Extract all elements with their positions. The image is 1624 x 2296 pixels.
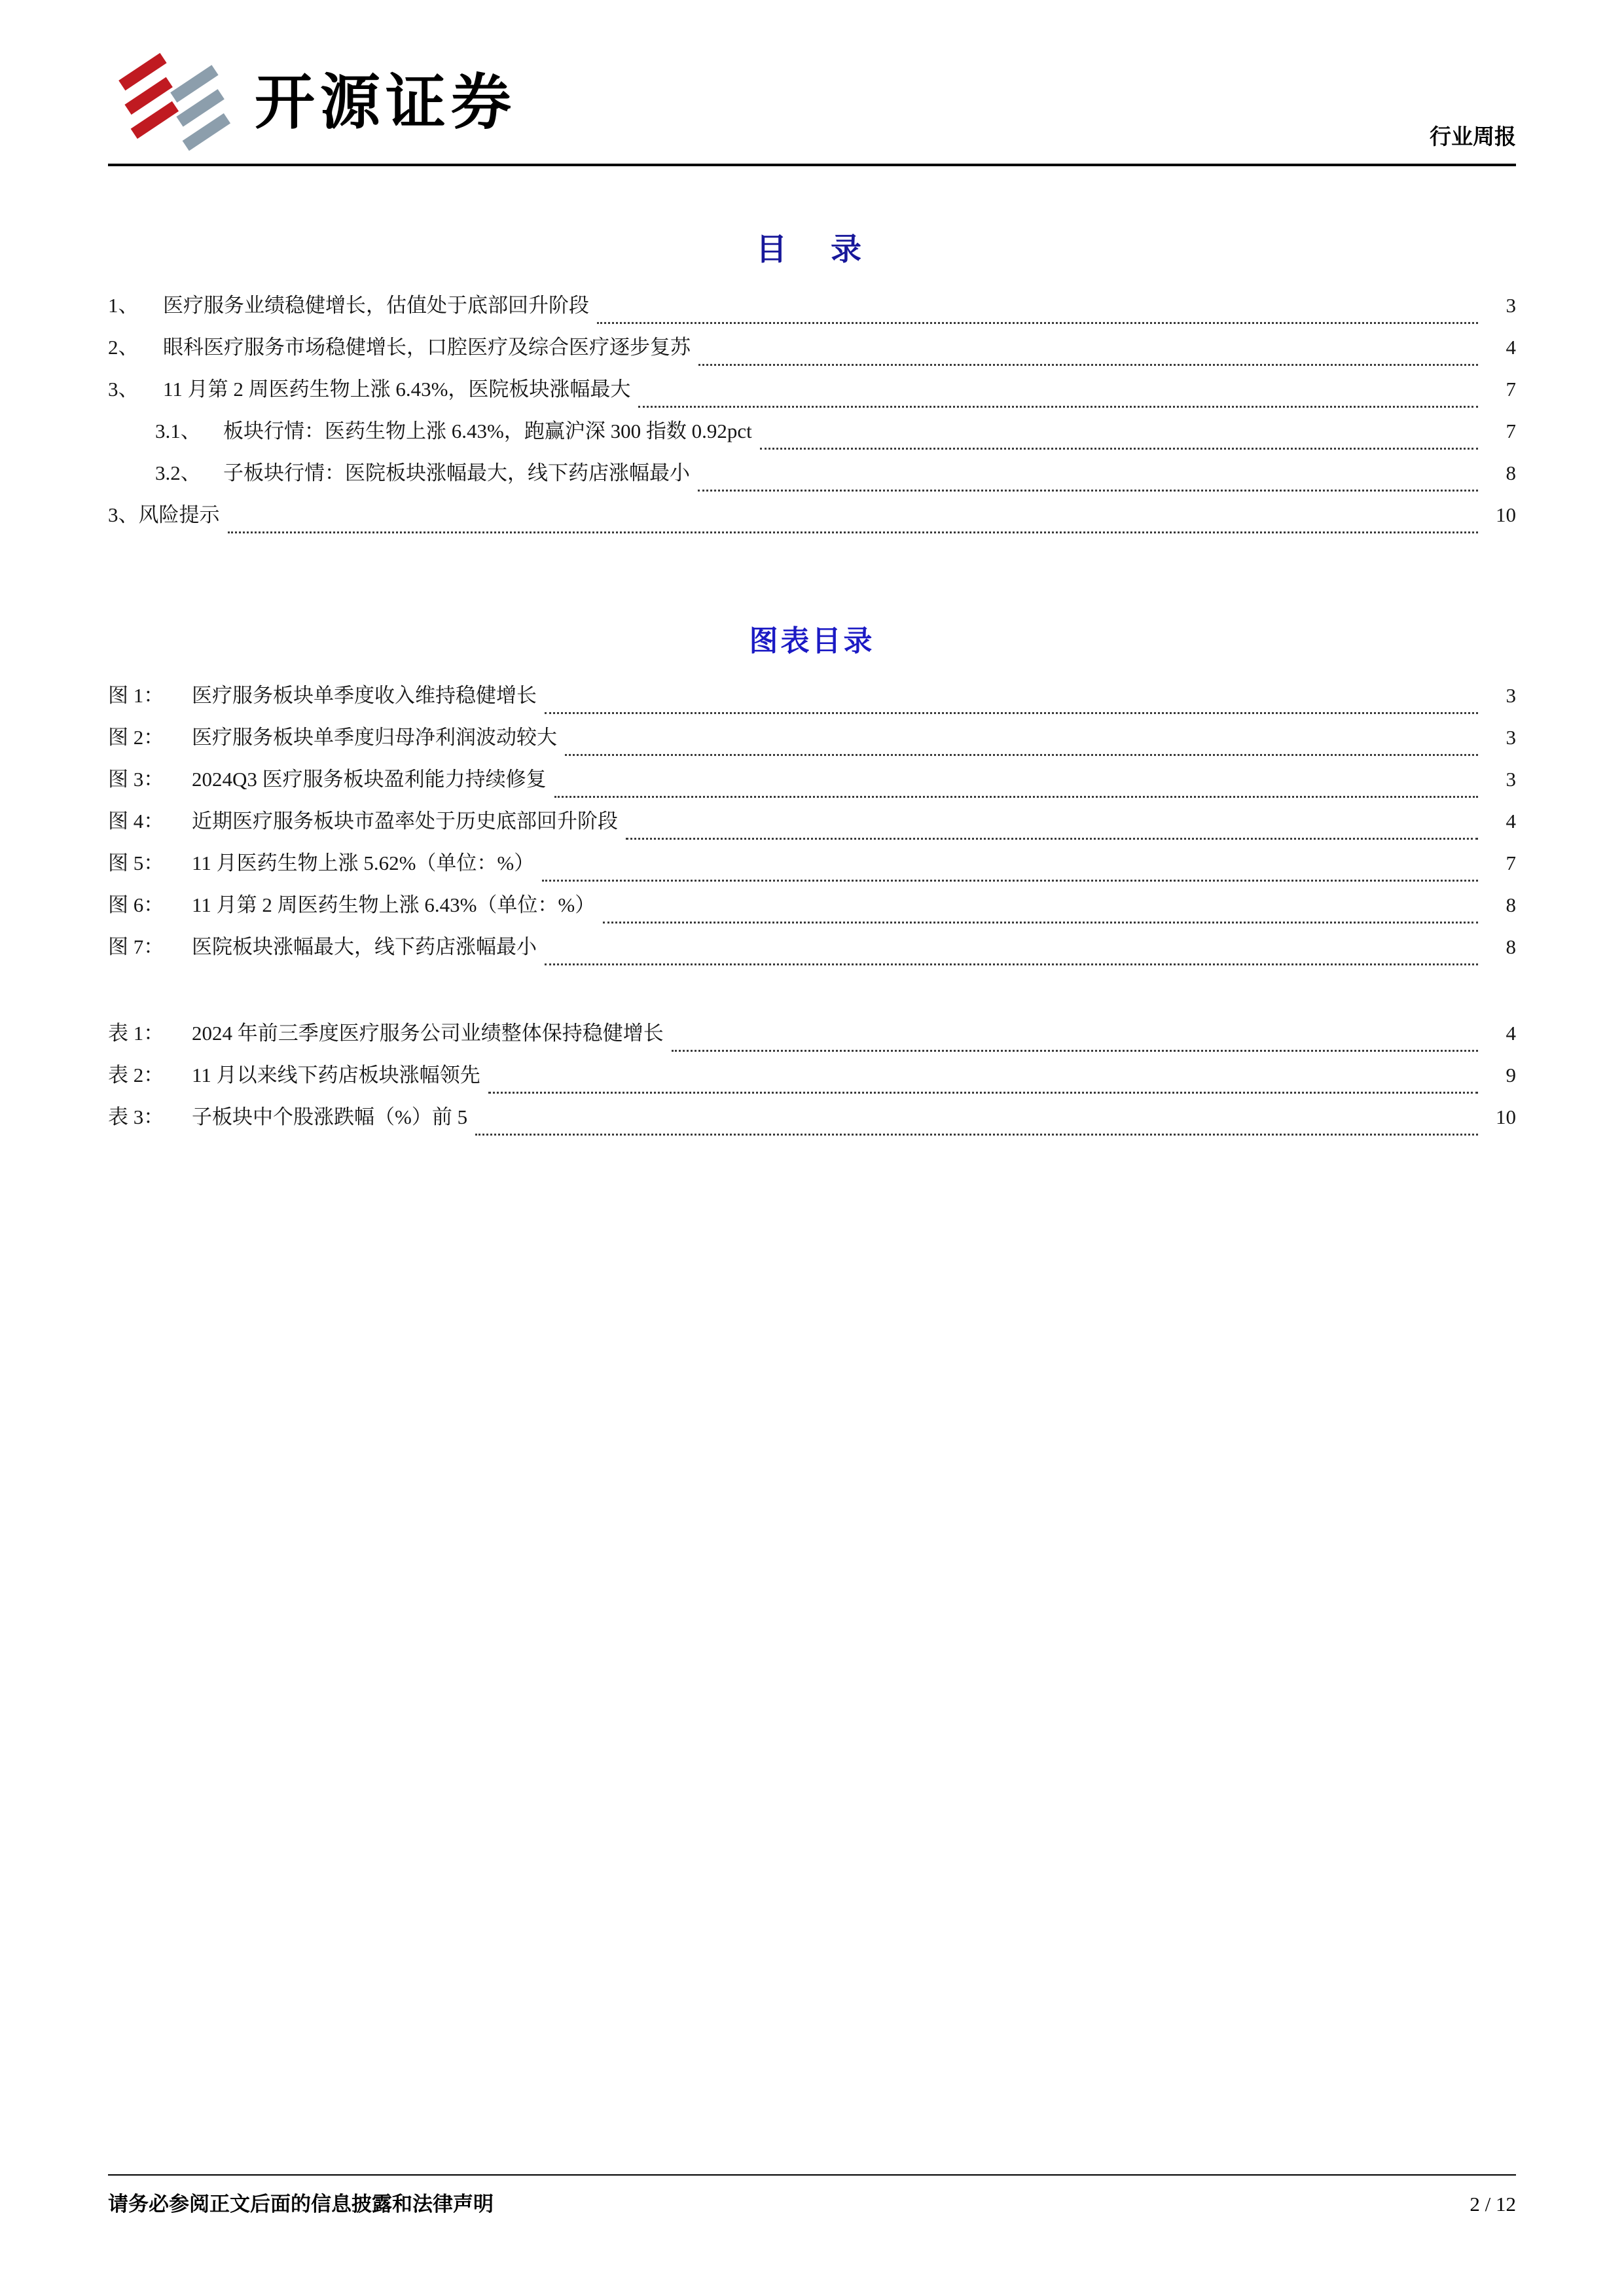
toc-item-title[interactable]: 11 月第 2 周医药生物上涨 6.43%，医院板块涨幅最大 bbox=[163, 378, 631, 401]
figure-page-number: 7 bbox=[1506, 852, 1516, 874]
figure-page-number: 3 bbox=[1506, 684, 1516, 707]
table-item[interactable] bbox=[108, 1100, 1516, 1142]
dot-leader bbox=[760, 448, 1478, 450]
figure-item-title[interactable]: 2024Q3 医疗服务板块盈利能力持续修复 bbox=[192, 768, 547, 791]
figure-item-title[interactable]: 医疗服务板块单季度收入维持稳健增长 bbox=[192, 684, 537, 707]
toc-item-title[interactable]: 风险提示 bbox=[138, 503, 220, 526]
figure-item-number: 图 3： bbox=[108, 768, 164, 791]
toc-item-title[interactable]: 子板块行情：医院板块涨幅最大，线下药店涨幅最小 bbox=[223, 461, 690, 484]
toc-item-number: 3、 bbox=[108, 378, 139, 401]
toc-item-number: 2、 bbox=[108, 336, 139, 359]
dot-leader bbox=[475, 1134, 1478, 1136]
toc-item-title[interactable]: 医疗服务业绩稳健增长，估值处于底部回升阶段 bbox=[163, 294, 589, 317]
toc-item[interactable] bbox=[108, 289, 1516, 331]
footer-page-number: 2 / 12 bbox=[1470, 2193, 1516, 2215]
toc-item[interactable] bbox=[108, 456, 1516, 498]
figure-page-number: 3 bbox=[1506, 768, 1516, 791]
kaiyuan-logo-icon bbox=[108, 51, 238, 154]
toc-page-number: 3 bbox=[1506, 294, 1516, 317]
dot-leader bbox=[228, 531, 1479, 533]
dot-leader bbox=[672, 1050, 1478, 1052]
table-page-number: 10 bbox=[1496, 1105, 1516, 1128]
toc-item-number: 3.1、 bbox=[155, 420, 201, 442]
figure-item[interactable] bbox=[108, 930, 1516, 972]
figure-item-title[interactable]: 医疗服务板块单季度归母净利润波动较大 bbox=[192, 726, 557, 749]
figure-item[interactable] bbox=[108, 721, 1516, 762]
toc-item[interactable] bbox=[108, 414, 1516, 456]
figure-item[interactable] bbox=[108, 679, 1516, 721]
toc-page-number: 7 bbox=[1506, 420, 1516, 442]
table-item[interactable] bbox=[108, 1016, 1516, 1058]
toc-item[interactable] bbox=[108, 498, 1516, 540]
toc-page-number: 7 bbox=[1506, 378, 1516, 401]
toc-page-number: 8 bbox=[1506, 461, 1516, 484]
figure-page-number: 3 bbox=[1506, 726, 1516, 749]
toc-page-number: 4 bbox=[1506, 336, 1516, 359]
figure-item[interactable] bbox=[108, 762, 1516, 804]
figure-item[interactable] bbox=[108, 804, 1516, 846]
footer-disclaimer: 请务必参阅正文后面的信息披露和法律声明 bbox=[108, 2193, 494, 2215]
table-item-title[interactable]: 子板块中个股涨跌幅（%）前 5 bbox=[192, 1105, 468, 1128]
brand-name: 开源证券 bbox=[255, 69, 517, 136]
dot-leader bbox=[626, 838, 1478, 840]
figure-item[interactable] bbox=[108, 846, 1516, 888]
dot-leader bbox=[565, 754, 1478, 756]
table-item-title[interactable]: 11 月以来线下药店板块涨幅领先 bbox=[192, 1064, 480, 1086]
figure-page-number: 8 bbox=[1506, 935, 1516, 958]
toc-item-number: 3.2、 bbox=[155, 461, 201, 484]
figure-page-number: 8 bbox=[1506, 893, 1516, 916]
brand-logo bbox=[108, 51, 516, 154]
dot-leader bbox=[638, 406, 1478, 408]
dot-leader bbox=[545, 712, 1478, 714]
report-type-label: 行业周报 bbox=[1430, 126, 1516, 149]
toc-item-number: 1、 bbox=[108, 294, 139, 317]
dot-leader bbox=[698, 364, 1478, 366]
figure-item-title[interactable]: 医院板块涨幅最大，线下药店涨幅最小 bbox=[192, 935, 537, 958]
dot-leader bbox=[698, 490, 1478, 492]
dot-leader bbox=[597, 322, 1478, 324]
figures-list bbox=[108, 679, 1516, 1142]
figure-item-number: 图 1： bbox=[108, 684, 164, 707]
figure-item-title[interactable]: 11 月医药生物上涨 5.62%（单位：%） bbox=[192, 852, 535, 874]
toc-page-number: 10 bbox=[1496, 503, 1516, 526]
figure-item-title[interactable]: 11 月第 2 周医药生物上涨 6.43%（单位：%） bbox=[192, 893, 596, 916]
toc-list bbox=[108, 289, 1516, 540]
dot-leader bbox=[554, 796, 1478, 798]
figure-item-number: 图 5： bbox=[108, 852, 164, 874]
toc-item-title[interactable]: 板块行情：医药生物上涨 6.43%，跑赢沪深 300 指数 0.92pct bbox=[223, 420, 752, 442]
table-item[interactable] bbox=[108, 1058, 1516, 1100]
figure-item[interactable] bbox=[108, 888, 1516, 930]
toc-item[interactable] bbox=[108, 331, 1516, 372]
figure-item-number: 图 6： bbox=[108, 893, 164, 916]
toc-item-number: 3、 bbox=[108, 503, 139, 526]
figures-toc-title: 图表目录 bbox=[749, 625, 875, 657]
figure-item-number: 图 7： bbox=[108, 935, 164, 958]
table-item-number: 表 2： bbox=[108, 1064, 164, 1086]
table-item-title[interactable]: 2024 年前三季度医疗服务公司业绩整体保持稳健增长 bbox=[192, 1022, 664, 1045]
page-header bbox=[108, 51, 1516, 166]
page-footer bbox=[108, 2174, 1516, 2217]
figure-item-number: 图 2： bbox=[108, 726, 164, 749]
figure-item-number: 图 4： bbox=[108, 810, 164, 833]
table-page-number: 4 bbox=[1506, 1022, 1516, 1045]
dot-leader bbox=[488, 1092, 1478, 1094]
table-item-number: 表 3： bbox=[108, 1105, 164, 1128]
toc-item-title[interactable]: 眼科医疗服务市场稳健增长，口腔医疗及综合医疗逐步复苏 bbox=[163, 336, 691, 359]
table-item-number: 表 1： bbox=[108, 1022, 164, 1045]
toc-title: 目 录 bbox=[756, 233, 868, 267]
toc-item[interactable] bbox=[108, 372, 1516, 414]
dot-leader bbox=[542, 880, 1478, 882]
figure-item-title[interactable]: 近期医疗服务板块市盈率处于历史底部回升阶段 bbox=[192, 810, 618, 833]
dot-leader bbox=[545, 963, 1478, 965]
table-page-number: 9 bbox=[1506, 1064, 1516, 1086]
tables-list bbox=[108, 1016, 1516, 1142]
dot-leader bbox=[603, 922, 1478, 924]
figure-page-number: 4 bbox=[1506, 810, 1516, 833]
